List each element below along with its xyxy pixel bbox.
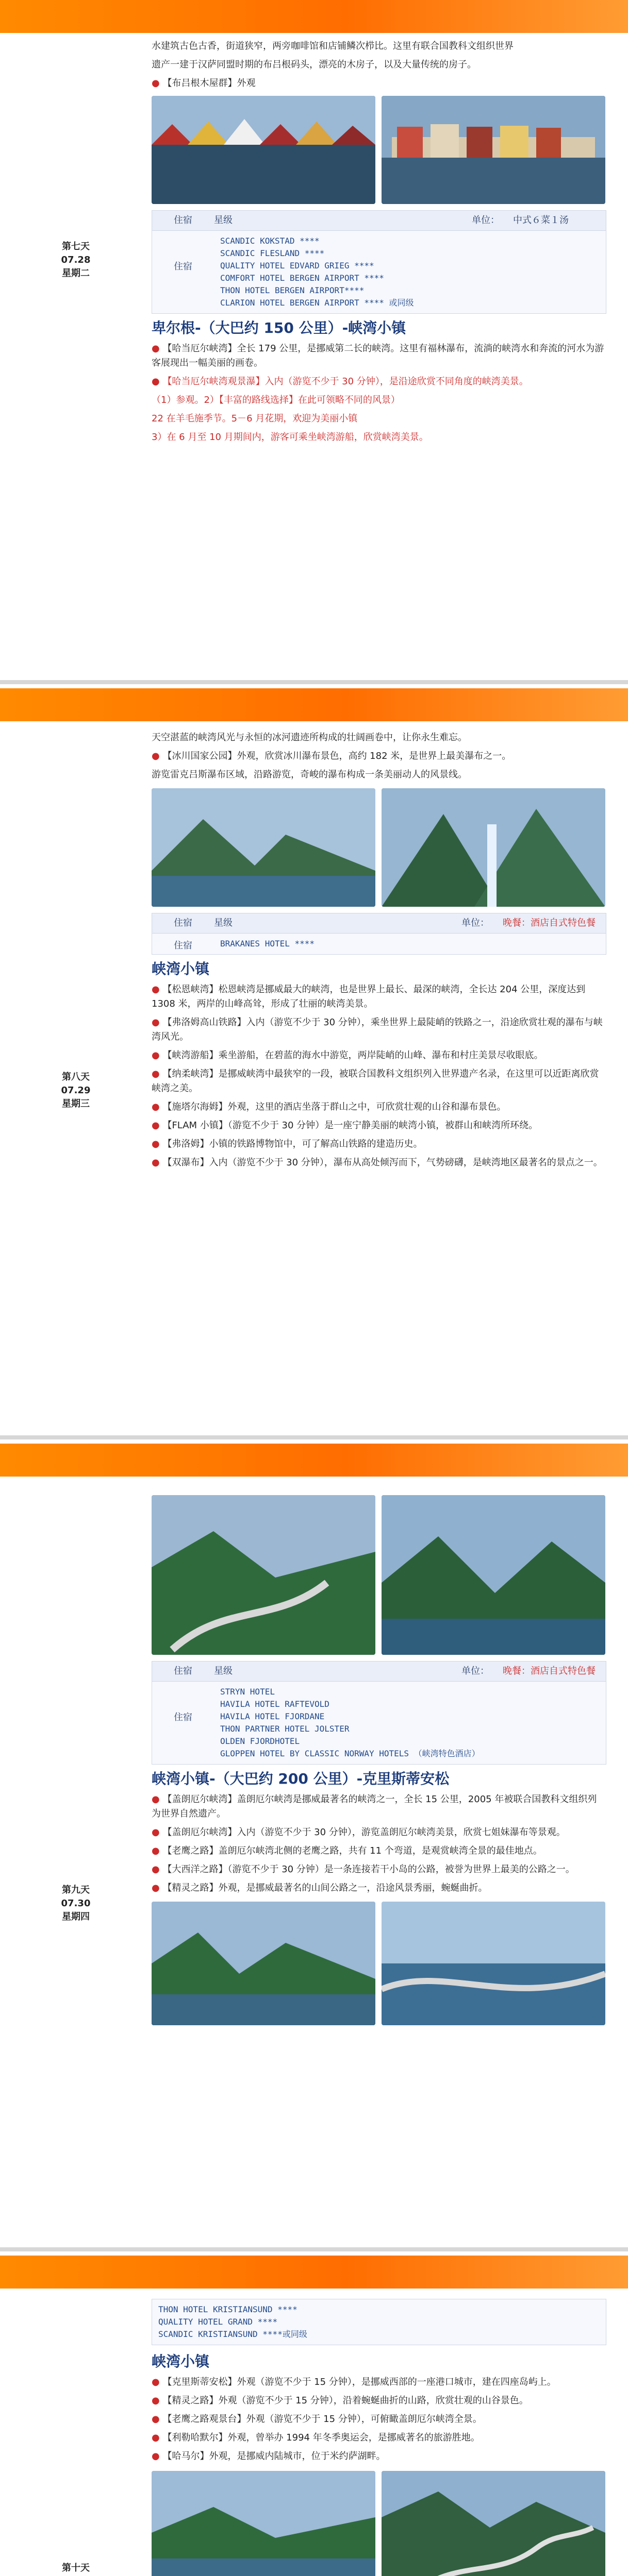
hotel-item: SCANDIC KRISTIANSUND ****或同级 [158,2329,307,2339]
day-block [18,1492,606,2234]
hotel-item: BRAKANES HOTEL **** [220,939,315,948]
section-para: ● 【精灵之路】外观，是挪威最著名的山间公路之一，沿途风景秀丽，蜿蜒曲折。 [152,1883,488,1893]
page-banner [0,1444,628,1477]
intro-line: 水建筑古色古香，街道狭窄，两旁咖啡馆和店铺鳞次栉比。这里有联合国教科文组织世界 [152,41,514,52]
day-label-text: 第七天 [62,241,90,252]
hotel-table [152,210,606,314]
photo-valley [382,1495,605,1655]
hotel-list [214,934,606,954]
day-weekday: 星期四 [62,1911,90,1922]
hotel-label: 住宿 [174,261,192,272]
day-label [18,1071,134,1111]
day-weekday: 星期三 [62,1098,90,1109]
section-para: ● 【哈当厄尔峡湾】全长 179 公里，是挪威第二长的峡湾。这里有福林瀑布，流淌的峡湾水和奔流的河水为游客展现出一幅美丽的画卷。 [152,343,604,368]
section-para: ● 【利勒哈默尔】外观，曾举办 1994 年冬季奥运会，是挪威著名的旅游胜地。 [152,2432,480,2443]
hotel-list [214,1682,606,1764]
hotel-header-cell: 单位： [461,918,489,928]
hotel-label: 住宿 [174,940,192,951]
intro-line: 遗产一建于汉萨同盟时期的布吕根码头，漂亮的木房子，以及大量传统的房子。 [152,59,476,70]
section-para: ● 【克里斯蒂安松】外观（游览不少于 15 分钟），是挪威西部的一座港口城市，建在四座岛屿上。 [152,2377,556,2387]
hotel-item: THON HOTEL BERGEN AIRPORT**** [220,285,365,295]
hotel-header-cell: 星级 [214,1666,233,1676]
day-weekday: 星期二 [62,268,90,279]
photo-row [152,1902,605,2025]
hotel-header-cell: 单位： [461,1666,489,1676]
day-block [18,2299,606,2576]
photo-lake [152,2471,375,2576]
photo-trollstigen [382,2471,605,2576]
hotel-header-cell: 中式６菜１汤 [513,215,569,226]
photo-row [152,788,605,907]
day-label [18,240,134,280]
day-label-text: 第八天 [62,1072,90,1082]
section-title: 峡湾小镇-（大巴约 200 公里）-克里斯蒂安松 [152,1770,450,1787]
hotel-table [152,913,606,955]
hotel-header-cell: 星级 [214,918,233,928]
page-separator [0,680,628,684]
photo-road [152,1495,375,1655]
section-para: ● 【哈当厄尔峡湾观景瀑】入内（游览不少于 30 分钟），是沿途欣赏不同角度的峡湾美景。 [152,376,528,387]
day-block [18,39,606,657]
photo-harbor [382,96,605,204]
day-label [18,1884,134,1924]
hotel-item: SCANDIC FLESLAND **** [220,248,325,258]
hotel-item: OLDEN FJORDHOTEL [220,1736,300,1746]
hotel-item: HAVILA HOTEL FJORDANE [220,1711,325,1721]
page-banner [0,2256,628,2289]
hotel-row [152,231,606,313]
hotel-header-cell: 单位： [472,215,500,226]
hotel-header-cell: 住宿 [174,918,192,928]
hotel-table-header [152,913,606,934]
photo-waterfall [382,788,605,907]
page-separator [0,2247,628,2251]
hotel-item: GLOPPEN HOTEL BY CLASSIC NORWAY HOTELS （峡湾特色酒店） [220,1749,480,1758]
day-block [18,731,606,1411]
day-label [18,2562,134,2576]
hotel-item: COMFORT HOTEL BERGEN AIRPORT **** [220,273,384,283]
hotel-header-cell: 晚餐：酒店自式特色餐 [503,1666,596,1676]
hotel-item: QUALITY HOTEL GRAND **** [158,2317,278,2327]
page-1 [0,0,628,670]
section-para: ● 【盖朗厄尔峡湾】入内（游览不少于 30 分钟），游览盖朗厄尔峡湾美景，欣赏七姐妹瀑布等景观。 [152,1827,566,1838]
hotel-table-header [152,1662,606,1682]
hotel-header-cell: 住宿 [174,1666,192,1676]
photo-row [152,96,605,204]
main-column [152,39,605,449]
section-para: ● 【弗洛姆高山铁路】入内（游览不少于 30 分钟），乘坐世界上最陡峭的铁路之一，沿途欣赏壮观的瀑布与峡湾风光。 [152,1017,603,1042]
hotel-item: CLARION HOTEL BERGEN AIRPORT **** 或同级 [220,298,414,308]
section-para: ● 【峡湾游船】乘坐游船，在碧蓝的海水中游览，两岸陡峭的山峰、瀑布和村庄美景尽收眼底。 [152,1050,543,1061]
photo-atlantic-road [382,1902,605,2025]
hotel-header-cell: 星级 [214,215,233,226]
page-3 [0,1444,628,2237]
photo-row [152,2471,605,2576]
intro-line: 天空湛蓝的峡湾风光与永恒的冰河遗迹所构成的壮阔画卷中，让你永生难忘。 [152,732,467,743]
hotel-header-cell: 住宿 [174,215,192,226]
intro-line: ● 【布吕根木屋群】外观 [152,78,256,89]
page-separator [0,1435,628,1439]
section-para: ● 【施塔尔海姆】外观，这里的酒店坐落于群山之中，可欣赏壮观的山谷和瀑布景色。 [152,1101,506,1112]
day-label-text: 第十天 [62,2563,90,2573]
section-para: ● 【纳柔峡湾】是挪威峡湾中最狭窄的一段，被联合国教科文组织列入世界遗产名录，在这里可以近距离欣赏峡湾之美。 [152,1069,599,1094]
hotel-table-header [152,211,606,231]
intro-line: 游览雷克吕斯瀑布区域，沿路游览，奇峻的瀑布构成一条美丽动人的风景线。 [152,769,467,780]
hotel-item: QUALITY HOTEL EDVARD GRIEG **** [220,261,374,270]
main-column [152,1492,605,2025]
main-column [152,2299,605,2576]
section-para: ● 【FLAM 小镇】（游览不少于 30 分钟）是一座宁静美丽的峡湾小镇，被群山和峡湾所环绕。 [152,1120,538,1131]
section-title: 峡湾小镇 [152,2353,210,2370]
main-column [152,731,605,1174]
page-2 [0,688,628,1425]
section-para: ● 【松恩峡湾】松恩峡湾是挪威最大的峡湾，也是世界上最长、最深的峡湾，全长达 204 公里，深度达到 1308 米，两岸的山峰高耸，形成了壮丽的峡湾美景。 [152,984,586,1009]
photo-eagle-road [152,1902,375,2025]
photo-fjord [152,788,375,907]
hotel-list [152,2299,606,2345]
page-4 [0,2256,628,2576]
photo-row [152,1495,605,1655]
section-para: ● 【精灵之路】外观（游览不少于 15 分钟），沿着蜿蜒曲折的山路，欣赏壮观的山谷景色。 [152,2395,528,2406]
section-para: ● 【老鹰之路观景台】外观（游览不少于 15 分钟），可俯瞰盖朗厄尔峡湾全景。 [152,2414,482,2425]
intro-line: ● 【冰川国家公园】外观，欣赏冰川瀑布景色，高约 182 米，是世界上最美瀑布之一。 [152,751,511,761]
section-para: ● 【弗洛姆】小镇的铁路博物馆中，可了解高山铁路的建造历史。 [152,1139,423,1149]
photo-bryggen [152,96,375,204]
page-banner [0,0,628,33]
hotel-table [152,1661,606,1765]
section-para: 3）在 6 月至 10 月期间内，游客可乘坐峡湾游船，欣赏峡湾美景。 [152,432,428,443]
hotel-label: 住宿 [174,1712,192,1723]
section-para: ● 【老鹰之路】盖朗厄尔峡湾北侧的老鹰之路，共有 11 个弯道，是观赏峡湾全景的最佳地点。 [152,1845,542,1856]
hotel-item: THON HOTEL KRISTIANSUND **** [158,2304,298,2314]
section-para: ● 【双瀑布】入内（游览不少于 30 分钟），瀑布从高处倾泻而下，气势磅礴，是峡湾地区最著名的景点之一。 [152,1157,603,1168]
section-para: （1）参观。2）【丰富的路线选择】在此可领略不同的风景） [152,395,400,405]
hotel-list [214,231,606,313]
section-title: 峡湾小镇 [152,960,210,977]
section-para: ● 【盖朗厄尔峡湾】盖朗厄尔峡湾是挪威最著名的峡湾之一，全长 15 公里，2005 年被联合国教科文组织列为世界自然遗产。 [152,1794,597,1819]
hotel-row [152,934,606,954]
section-para: 22 在羊毛施季节。5－6 月花期，欢迎为美丽小镇 [152,413,358,424]
hotel-item: STRYN HOTEL [220,1687,275,1697]
hotel-row [152,1682,606,1764]
section-para: ● 【哈马尔】外观，是挪威内陆城市，位于米约萨湖畔。 [152,2451,386,2462]
hotel-item: THON PARTNER HOTEL JOLSTER [220,1724,350,1734]
hotel-item: SCANDIC KOKSTAD **** [220,236,320,246]
day-date: 07.29 [61,1085,91,1096]
hotel-table [152,2299,606,2345]
page-banner [0,688,628,721]
day-date: 07.28 [61,255,91,265]
hotel-header-cell: 晚餐：酒店自式特色餐 [503,918,596,928]
section-title: 卑尔根-（大巴约 150 公里）-峡湾小镇 [152,319,406,336]
day-date: 07.30 [61,1898,91,1909]
day-label-text: 第九天 [62,1885,90,1895]
hotel-item: HAVILA HOTEL RAFTEVOLD [220,1699,329,1709]
section-para: ● 【大西洋之路】（游览不少于 30 分钟）是一条连接若干小岛的公路，被誉为世界上最美的公路之一。 [152,1864,575,1875]
